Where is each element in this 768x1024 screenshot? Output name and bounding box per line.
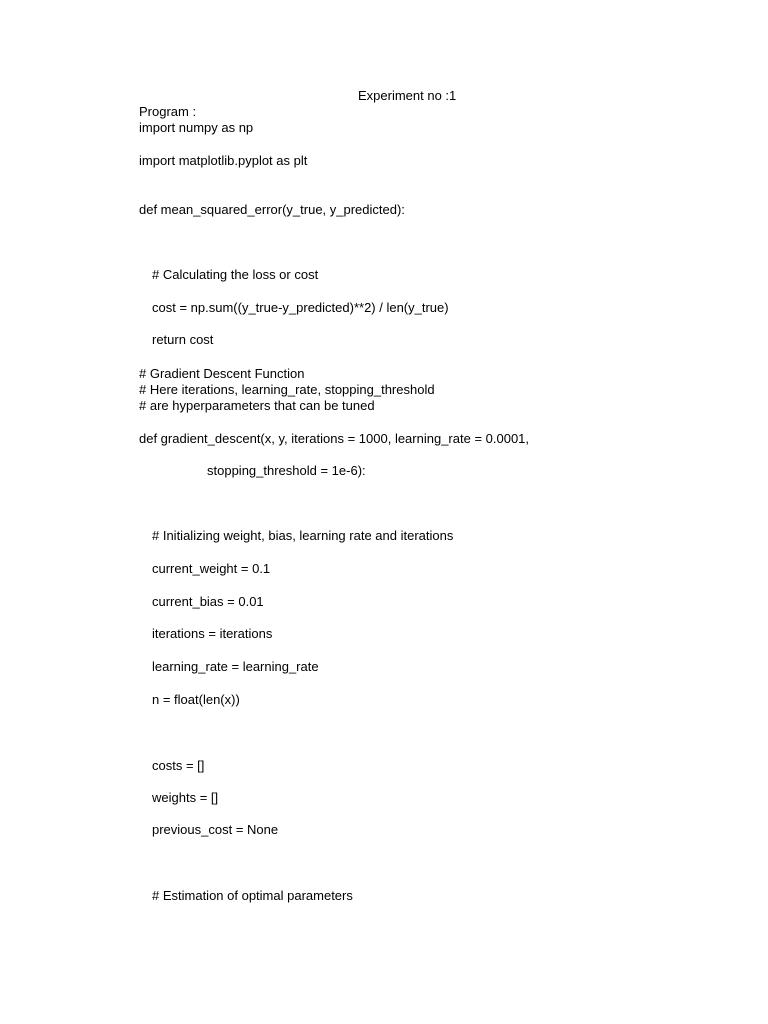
code-line: cost = np.sum((y_true-y_predicted)**2) / len(y_true) bbox=[152, 300, 449, 315]
code-line: def mean_squared_error(y_true, y_predicted): bbox=[139, 202, 405, 217]
code-comment: # Gradient Descent Function bbox=[139, 366, 305, 381]
code-line: import matplotlib.pyplot as plt bbox=[139, 153, 308, 168]
code-comment: # Calculating the loss or cost bbox=[152, 267, 319, 282]
code-line: stopping_threshold = 1e-6): bbox=[207, 463, 366, 478]
code-line: def gradient_descent(x, y, iterations = 1000, learning_rate = 0.0001, bbox=[139, 431, 530, 446]
code-line: current_weight = 0.1 bbox=[152, 561, 271, 576]
code-comment: # Estimation of optimal parameters bbox=[152, 888, 353, 903]
code-line: previous_cost = None bbox=[152, 822, 279, 837]
code-line: learning_rate = learning_rate bbox=[152, 659, 319, 674]
code-comment: # are hyperparameters that can be tuned bbox=[139, 398, 375, 413]
code-comment: # Initializing weight, bias, learning rate and iterations bbox=[152, 528, 454, 543]
code-line: current_bias = 0.01 bbox=[152, 594, 264, 609]
code-line: costs = [] bbox=[152, 758, 205, 773]
code-line: import numpy as np bbox=[139, 120, 254, 135]
program-label: Program : bbox=[139, 104, 197, 119]
code-line: weights = [] bbox=[152, 790, 219, 805]
code-line: iterations = iterations bbox=[152, 626, 273, 641]
code-comment: # Here iterations, learning_rate, stopping_threshold bbox=[139, 382, 435, 397]
code-line: n = float(len(x)) bbox=[152, 692, 240, 707]
experiment-heading: Experiment no :1 bbox=[358, 88, 457, 103]
code-line: return cost bbox=[152, 332, 214, 347]
